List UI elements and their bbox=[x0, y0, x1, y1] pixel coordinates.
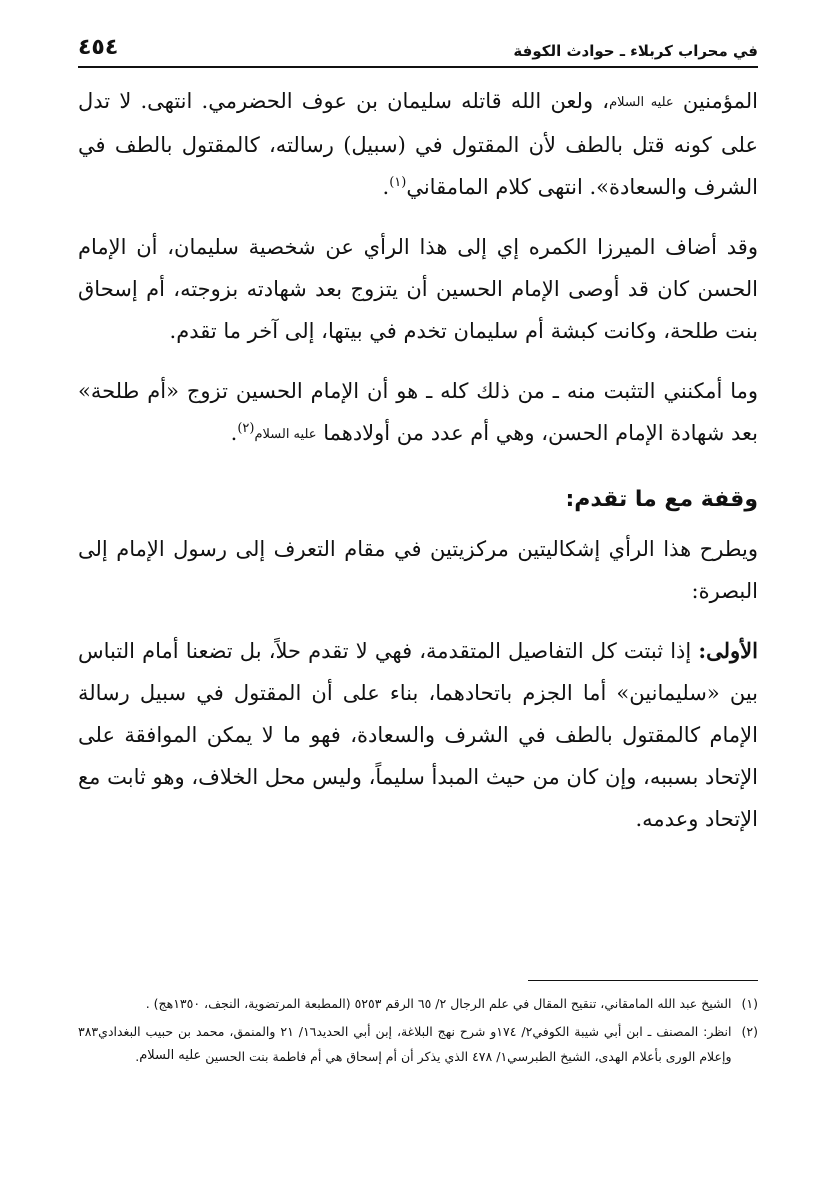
paragraph-3 bbox=[78, 370, 758, 456]
footnote-text: الشيخ عبد الله المامقاني، تنقيح المقال في علم الرجال ٢/ ٦٥ الرقم ٥٢٥٣ (المطبعة المرتضوية، النجف، ١٣٥٠هج) . bbox=[145, 996, 732, 1011]
running-header bbox=[78, 30, 758, 68]
footnote-2 bbox=[78, 1020, 758, 1069]
p5-text: إذا ثبتت كل التفاصيل المتقدمة، فهي لا تقدم حلاً، بل تضعنا أمام التباس بين «سليمانين» أما الجزم باتحادهما، بناء على أن المقتول في سبيل رسالة الإمام كالمقتول بالطف في الشرف والسعادة، فهو ما لا يمكن الموافقة على الإتحاد بسببه، وإن كان من حيث المبدأ سليماً، وليس محل الخلاف، وهو ثابت مع الإتحاد وعدمه. bbox=[78, 639, 758, 831]
book-page bbox=[78, 0, 758, 1181]
p3-end: . bbox=[230, 421, 238, 445]
header-title: في محراب كربلاء ـ حوادث الكوفة bbox=[513, 42, 758, 60]
page-number: ٤٥٤ bbox=[78, 35, 119, 60]
footnote-number: (٢) bbox=[741, 1024, 758, 1039]
p1-text-b: ، ولعن الله قاتله سليمان بن عوف الحضرمي. انتهى. لا تدل على كونه قتل بالطف لأن المقتول في (سبيل) رسالته، كالمقتول بالطف في الشرف والسعادة». انتهى كلام المامقاني bbox=[78, 89, 758, 199]
paragraph-5 bbox=[78, 630, 758, 840]
footnote-text bbox=[78, 1020, 732, 1069]
footnotes bbox=[78, 992, 758, 1073]
paragraph-4: ويطرح هذا الرأي إشكاليتين مركزيتين في مقام التعرف إلى رسول الإمام إلى البصرة: bbox=[78, 537, 758, 603]
p5-lead: الأولى: bbox=[698, 638, 758, 663]
body-text bbox=[78, 80, 758, 840]
footnote-2-text: انظر: المصنف ـ ابن أبي شيبة الكوفي٢/ ١٧٤و شرح نهج البلاغة، إبن أبي الحديد١٦/ ٢١ والمنمق، محمد بن حبيب البغدادي٣٨٣ وإعلام الورى بأعلام الهدى، الشيخ الطبرسي١/ ٤٧٨ الذي يذكر أن أم إسحاق هي أم فاطمة بنت الحسين bbox=[78, 1024, 732, 1064]
honorific-glyph: عليه السلام bbox=[254, 427, 317, 442]
paragraph-2: وقد أضاف الميرزا الكمره إي إلى هذا الرأي عن شخصية سليمان، أن الإمام الحسن كان قد أوصى الإمام الحسين أن يتزوج بعد شهادته بزوجته، أم إسحاق بنت طلحة، وكانت كبشة أم سليمان تخدم في بيتها، إلى آخر ما تقدم. bbox=[78, 235, 758, 343]
paragraph-1 bbox=[78, 80, 758, 208]
footnote-divider bbox=[528, 980, 758, 981]
section-heading: وقفة مع ما تقدم: bbox=[565, 487, 758, 512]
p1-end: . bbox=[382, 175, 390, 199]
footnote-number: (١) bbox=[741, 996, 758, 1011]
footnote-1 bbox=[78, 992, 758, 1016]
footnote-2-end: . bbox=[135, 1049, 140, 1064]
footnote-ref-2[interactable]: (٢) bbox=[237, 421, 255, 436]
p1-text-a: المؤمنين bbox=[682, 89, 758, 113]
p3-text: وما أمكنني التثبت منه ـ من ذلك كله ـ هو أن الإمام الحسين تزوج «أم طلحة» بعد شهادة الإمام الحسن، وهي أم عدد من أولادهما bbox=[78, 379, 758, 445]
honorific-glyph: عليه السلام bbox=[139, 1048, 202, 1063]
footnote-ref-1[interactable]: (١) bbox=[389, 175, 407, 190]
honorific-glyph: عليه السلام bbox=[609, 95, 674, 110]
